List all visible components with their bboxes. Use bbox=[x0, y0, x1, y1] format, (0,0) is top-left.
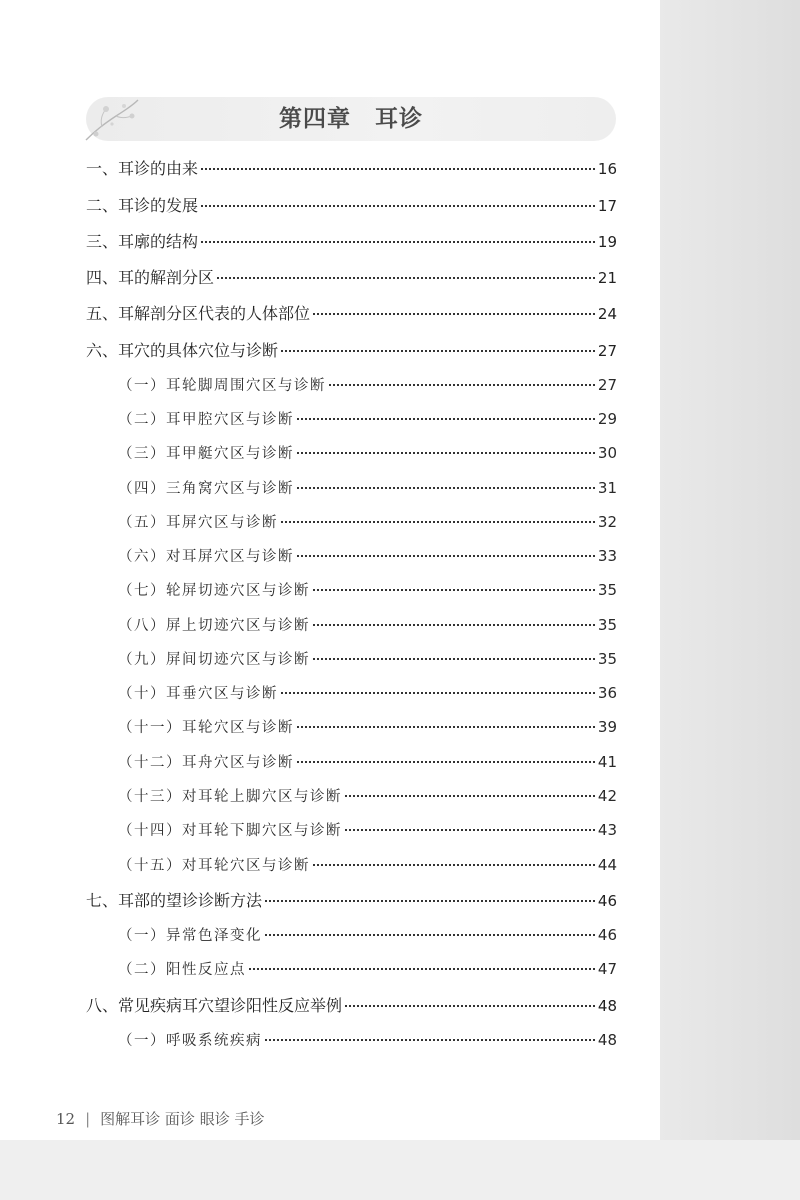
toc-entry-page: 33 bbox=[597, 547, 617, 565]
toc-entry-page: 27 bbox=[597, 376, 617, 394]
toc-entry-page: 42 bbox=[597, 787, 617, 805]
toc-leader-dots bbox=[329, 384, 595, 386]
toc-leader-dots bbox=[345, 1005, 595, 1007]
toc-entry-title: （一）异常色泽变化 bbox=[118, 928, 262, 944]
toc-entry-title: 二、耳诊的发展 bbox=[86, 196, 199, 215]
toc-entry bbox=[118, 614, 617, 635]
toc-entry-title: （十二）耳舟穴区与诊断 bbox=[118, 755, 294, 771]
toc-entry bbox=[118, 648, 617, 669]
toc-entry-title: （二）阳性反应点 bbox=[118, 962, 246, 978]
toc-entry-page: 35 bbox=[597, 581, 617, 599]
toc-entry bbox=[118, 511, 617, 532]
toc-entry-title: （十三）对耳轮上脚穴区与诊断 bbox=[118, 789, 342, 805]
toc-leader-dots bbox=[201, 241, 595, 243]
toc-entry bbox=[86, 193, 617, 216]
toc-entry bbox=[118, 477, 617, 498]
toc-entry-title: （四）三角窝穴区与诊断 bbox=[118, 481, 294, 497]
toc-leader-dots bbox=[281, 521, 595, 523]
toc-entry bbox=[118, 374, 617, 395]
toc-entry-title: （十）耳垂穴区与诊断 bbox=[118, 686, 278, 702]
page-footer bbox=[56, 1108, 264, 1129]
toc-leader-dots bbox=[345, 829, 595, 831]
chapter-title: 第四章 耳诊 bbox=[279, 105, 423, 132]
toc-entry-title: （十一）耳轮穴区与诊断 bbox=[118, 720, 294, 736]
toc-entry-page: 24 bbox=[597, 305, 617, 323]
toc-entry-page: 32 bbox=[597, 513, 617, 531]
toc-entry-title: （三）耳甲艇穴区与诊断 bbox=[118, 446, 294, 462]
toc-entry-title: （九）屏间切迹穴区与诊断 bbox=[118, 652, 310, 668]
toc-entry-title: （十四）对耳轮下脚穴区与诊断 bbox=[118, 823, 342, 839]
toc-entry-title: （十五）对耳轮穴区与诊断 bbox=[118, 858, 310, 874]
toc-leader-dots bbox=[265, 934, 595, 936]
toc-leader-dots bbox=[217, 277, 595, 279]
toc-entry-title: （二）耳甲腔穴区与诊断 bbox=[118, 412, 294, 428]
toc-entry-page: 35 bbox=[597, 616, 617, 634]
toc-entry-title: 三、耳廓的结构 bbox=[86, 232, 199, 251]
page-gutter bbox=[660, 0, 800, 1140]
toc-entry-title: 七、耳部的望诊诊断方法 bbox=[86, 891, 263, 910]
toc-entry bbox=[86, 993, 617, 1016]
toc-entry-page: 47 bbox=[597, 960, 617, 978]
toc-entry-page: 29 bbox=[597, 410, 617, 428]
toc-entry bbox=[118, 751, 617, 772]
toc-leader-dots bbox=[265, 900, 595, 902]
toc-leader-dots bbox=[297, 726, 595, 728]
toc-entry bbox=[118, 545, 617, 566]
toc-entry-title: 八、常见疾病耳穴望诊阳性反应举例 bbox=[86, 996, 343, 1015]
toc-entry bbox=[118, 579, 617, 600]
toc-entry-page: 19 bbox=[597, 233, 617, 251]
toc-entry bbox=[118, 958, 617, 979]
toc-entry-title: 四、耳的解剖分区 bbox=[86, 268, 215, 287]
toc-entry-page: 39 bbox=[597, 718, 617, 736]
toc-entry bbox=[86, 301, 617, 324]
toc-leader-dots bbox=[297, 418, 595, 420]
toc-leader-dots bbox=[313, 658, 595, 660]
toc-entry-page: 35 bbox=[597, 650, 617, 668]
toc-entry bbox=[118, 785, 617, 806]
toc-entry bbox=[118, 716, 617, 737]
toc-entry bbox=[86, 156, 617, 179]
toc-leader-dots bbox=[313, 624, 595, 626]
toc-entry-page: 16 bbox=[597, 160, 617, 178]
toc-entry-page: 41 bbox=[597, 753, 617, 771]
toc-entry-page: 31 bbox=[597, 479, 617, 497]
footer-separator: | bbox=[85, 1109, 91, 1128]
toc-entry-page: 43 bbox=[597, 821, 617, 839]
toc-entry-title: 六、耳穴的具体穴位与诊断 bbox=[86, 341, 279, 360]
toc-entry bbox=[118, 682, 617, 703]
toc-entry-page: 17 bbox=[597, 197, 617, 215]
toc-leader-dots bbox=[265, 1039, 595, 1041]
toc-entry-title: （五）耳屏穴区与诊断 bbox=[118, 515, 278, 531]
page-number: 12 bbox=[56, 1109, 76, 1128]
page-bottom-edge bbox=[0, 1140, 800, 1200]
toc-entry-title: （一）呼吸系统疾病 bbox=[118, 1033, 262, 1049]
toc-leader-dots bbox=[297, 452, 595, 454]
toc-entry bbox=[86, 888, 617, 911]
toc-entry bbox=[86, 229, 617, 252]
toc-entry bbox=[118, 819, 617, 840]
toc-leader-dots bbox=[297, 555, 595, 557]
toc-entry-page: 30 bbox=[597, 444, 617, 462]
toc-entry-title: （七）轮屏切迹穴区与诊断 bbox=[118, 583, 310, 599]
toc-entry-page: 44 bbox=[597, 856, 617, 874]
toc-leader-dots bbox=[313, 864, 595, 866]
toc-entry-title: （一）耳轮脚周围穴区与诊断 bbox=[118, 378, 326, 394]
toc-entry-page: 48 bbox=[597, 997, 617, 1015]
toc-entry bbox=[86, 265, 617, 288]
toc-entry bbox=[118, 1029, 617, 1050]
toc-leader-dots bbox=[297, 761, 595, 763]
toc-entry bbox=[118, 408, 617, 429]
toc-entry-page: 46 bbox=[597, 892, 617, 910]
toc-entry-page: 48 bbox=[597, 1031, 617, 1049]
toc-leader-dots bbox=[297, 487, 595, 489]
toc-entry-page: 46 bbox=[597, 926, 617, 944]
toc-entry bbox=[86, 338, 617, 361]
toc-leader-dots bbox=[281, 692, 595, 694]
toc-entry bbox=[118, 924, 617, 945]
toc-leader-dots bbox=[313, 313, 595, 315]
toc-leader-dots bbox=[201, 168, 595, 170]
toc-entry bbox=[118, 854, 617, 875]
toc-entry-page: 27 bbox=[597, 342, 617, 360]
toc-entry-title: 五、耳解剖分区代表的人体部位 bbox=[86, 304, 311, 323]
toc-entry-title: （六）对耳屏穴区与诊断 bbox=[118, 549, 294, 565]
toc-entry-page: 36 bbox=[597, 684, 617, 702]
book-title: 图解耳诊 面诊 眼诊 手诊 bbox=[100, 1110, 265, 1128]
toc-entry bbox=[118, 442, 617, 463]
toc-leader-dots bbox=[345, 795, 595, 797]
toc-leader-dots bbox=[249, 968, 595, 970]
toc-leader-dots bbox=[201, 205, 595, 207]
toc-entry-page: 21 bbox=[597, 269, 617, 287]
toc-entry-title: （八）屏上切迹穴区与诊断 bbox=[118, 618, 310, 634]
toc-leader-dots bbox=[313, 589, 595, 591]
toc-entry-title: 一、耳诊的由来 bbox=[86, 159, 199, 178]
toc-leader-dots bbox=[281, 350, 595, 352]
